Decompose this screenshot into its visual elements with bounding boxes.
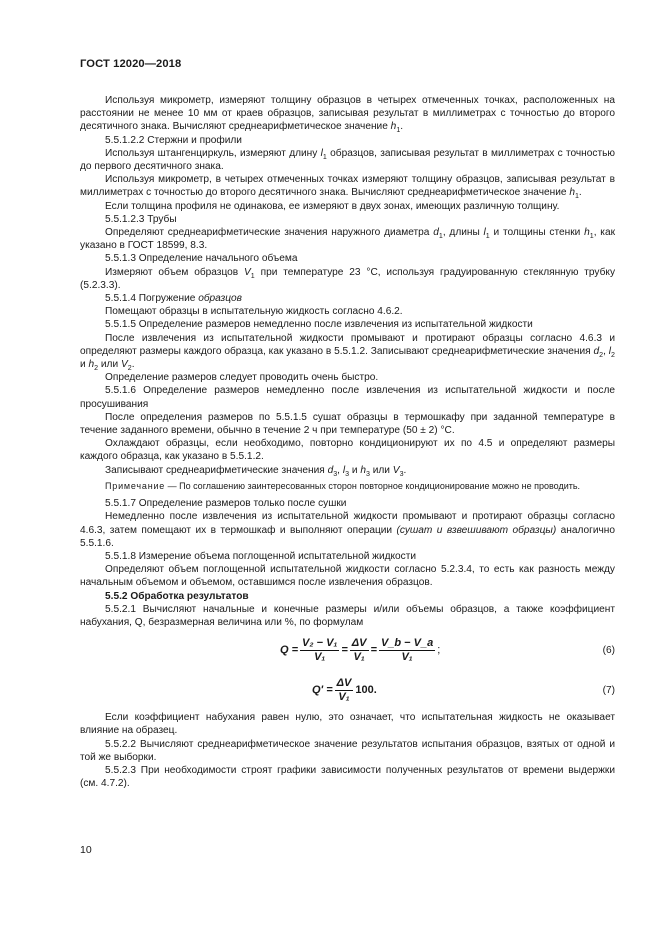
paragraph: Определение размеров следует проводить очень быстро. [105,372,379,384]
formula-6 [80,631,615,669]
section-heading: 5.5.1.8 Измерение объема поглощенной испытательной жидкости [105,550,417,562]
paragraph: Если коэффициент набухания равен нулю, это означает, что испытательная жидкость не оказывает влияние на образец. [80,712,615,737]
document-body [80,94,615,790]
subsection-heading: 5.5.2 Обработка результатов [105,590,249,602]
formula-6-expression: Q = $\frac{\text{V₂ − V₁}}{\text{V₁}}$ = $\frac{\Delta V}{\text{V₁}}$ = $\frac{V\_b - V\_a}{\text{V₁}}$ ; [280,636,441,663]
paragraph: Измеряют объем образцов $V_1$ при температуре 23 °С, используя градуированную стеклянную трубку (5.2.3.3). [80,266,616,291]
section-heading: 5.5.1.2.3 Трубы [105,213,177,225]
page-number: 10 [80,844,92,856]
note-label: Примечание [105,480,166,491]
document-header: ГОСТ 12020—2018 [80,58,182,70]
paragraph: Определяют объем поглощенной испытательной жидкости согласно 5.2.3.4, то есть как разность между начальным объемом и объемом, оставшимся после извлечения образцов. [80,564,615,589]
section-heading: 5.5.1.3 Определение начального объема [105,253,298,265]
section-heading: 5.5.1.7 Определение размеров только после сушки [105,498,347,510]
paragraph: Немедленно после извлечения из испытательной жидкости промывают и протирают образцы согласно 4.6.3, затем помещают их в термошкаф и выполняют операции (сушат и взвешивают образцы) аналогично 5.5.1.6. [80,511,615,549]
paragraph: Определяют среднеарифметические значения наружного диаметра $d_1$, длины $l_1$ и толщины стенки $h_1$, как указано в ГОСТ 18599, 8.3. [80,227,616,252]
section-heading: 5.5.1.5 Определение размеров немедленно после извлечения из испытательной жидкости [105,319,533,331]
paragraph: После извлечения из испытательной жидкости промывают и протирают образцы согласно 4.6.3 и определяют размеры каждого образца, как указано в 5.5.1.2. Записывают среднеарифметические значения $d_2$, $l_2$ и $h_2$ или $V_2$. [80,332,615,373]
paragraph: Охлаждают образцы, если необходимо, повторно кондиционируют их по 4.5 и определяют размеры каждого образца, как указано в 5.5.1.2. [80,438,615,463]
section-heading: 5.5.1.6 Определение размеров немедленно после извлечения из испытательной жидкости и после просушивания [80,385,615,410]
fraction: $\frac{\Delta V}{\text{V₁}}$ [351,636,367,663]
equation-number: (7) [602,684,615,696]
fraction: $\frac{\Delta V}{\text{V₁}}$ [336,676,352,703]
paragraph: После определения размеров по 5.5.1.5 сушат образцы в термошкафу при заданной температуре в течение заданного времени, обычно в течение 2 ч при температуре (50 ± 2) °С. [80,411,615,437]
paragraph: 5.5.2.3 При необходимости строят графики зависимости полученных результатов от времени выдержки (см. 4.7.2). [80,764,615,790]
equation-number: (6) [602,644,615,656]
note: Примечание — По соглашению заинтересованных сторон повторное кондиционирование можно не проводить. [105,480,581,491]
paragraph: Если толщина профиля не одинакова, ее измеряют в двух зонах, имеющих различную толщину. [105,200,560,212]
formula-7 [80,671,615,709]
paragraph: 5.5.2.1 Вычисляют начальные и конечные размеры и/или объемы образцов, а также коэффициент набухания, Q, безразмерная величина или %, по формулам [80,603,615,628]
fraction: $\frac{\text{V₂ − V₁}}{\text{V₁}}$ [302,636,338,663]
paragraph: Помещают образцы в испытательную жидкость согласно 4.6.2. [105,306,403,318]
fraction: $\frac{V\_b - V\_a}{\text{V₁}}$ [380,636,434,663]
paragraph: 5.5.2.2 Вычисляют среднеарифметическое значение результатов испытания образцов, взятых от одной и той же выборки. [80,738,615,763]
formula-7-expression: Q' = $\frac{\Delta V}{\text{V₁}}$ 100. [312,676,377,703]
section-heading: 5.5.1.4 Погружение образцов [105,293,242,305]
paragraph: Записывают среднеарифметические значения $d_3$, $l_3$ и $h_3$ или $V_3$. [105,464,407,478]
paragraph: Используя микрометр, в четырех отмеченных точках измеряют толщину образцов, записывая результат в миллиметрах с точностью до второго десятичного знака. Вычисляют среднеарифметическое значение $h_1$. [80,174,615,201]
paragraph: Используя штангенциркуль, измеряют длину $l_1$ образцов, записывая результат в миллиметрах с точностью до первого десятичного знака. [80,147,615,173]
section-heading: 5.5.1.2.2 Стержни и профили [105,134,242,146]
paragraph: Используя микрометр, измеряют толщину образцов в четырех отмеченных точках, расположенных на расстоянии не менее 10 мм от краев образцов, записывая результат в миллиметрах с точностью до второго десятичного знака. Вычисляют среднеарифметическое значение $h_1$. [80,95,615,135]
